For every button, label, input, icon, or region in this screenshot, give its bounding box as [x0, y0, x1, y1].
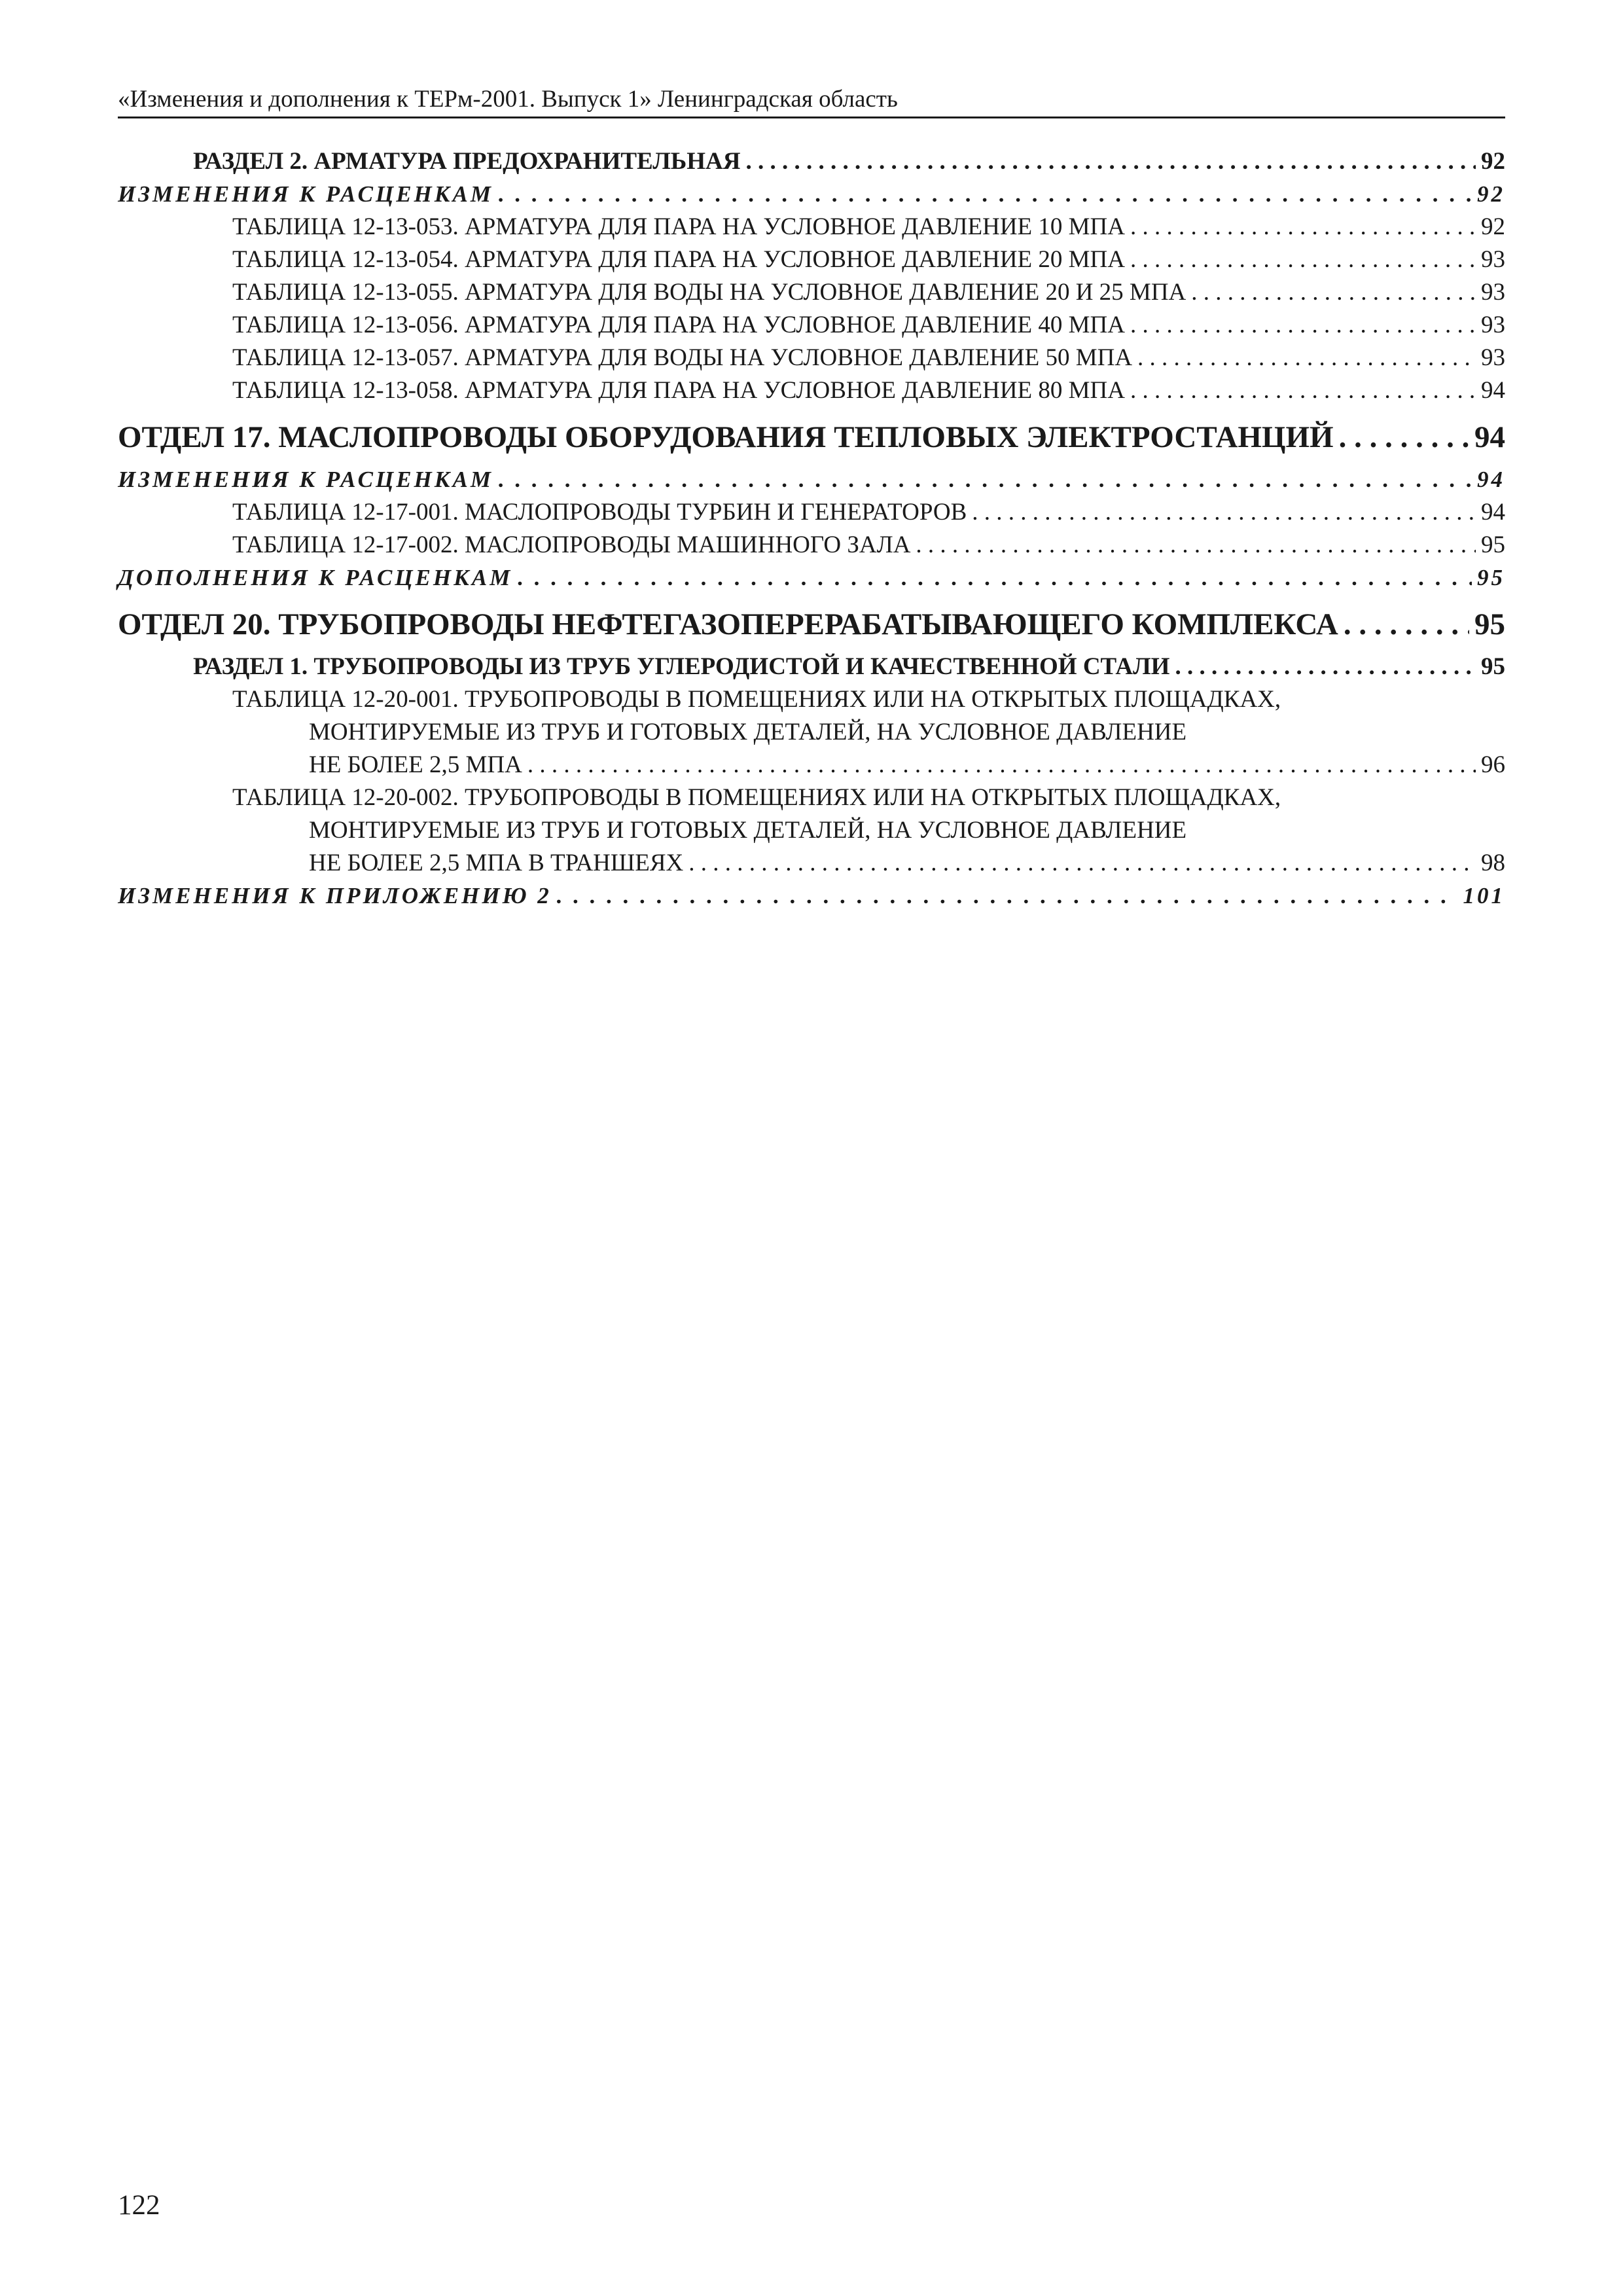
toc-entry-title-line: ТАБЛИЦА 12-20-002. ТРУБОПРОВОДЫ В ПОМЕЩЕНИЯХ ИЛИ НА ОТКРЫТЫХ ПЛОЩАДКАХ, [232, 784, 1281, 811]
toc-entry-title-line: ТАБЛИЦА 12-20-001. ТРУБОПРОВОДЫ В ПОМЕЩЕНИЯХ ИЛИ НА ОТКРЫТЫХ ПЛОЩАДКАХ, [232, 686, 1281, 713]
toc-entry-title-line: МОНТИРУЕМЫЕ ИЗ ТРУБ И ГОТОВЫХ ДЕТАЛЕЙ, НА УСЛОВНОЕ ДАВЛЕНИЕ [309, 817, 1187, 844]
toc-entry-department[interactable] [118, 603, 1505, 645]
dot-leader [1339, 416, 1469, 458]
toc-entry-title: ОТДЕЛ 20. ТРУБОПРОВОДЫ НЕФТЕГАЗОПЕРЕРАБАТЫВАЮЩЕГО КОМПЛЕКСА [118, 607, 1338, 641]
toc-entry-table[interactable] [118, 309, 1505, 342]
toc-entry-table[interactable] [118, 496, 1505, 529]
toc-entry-last-line [232, 749, 1505, 781]
toc-entry-title: ДОПОЛНЕНИЯ К РАСЦЕНКАМ [118, 565, 513, 590]
dot-leader [1344, 603, 1469, 645]
toc-entry-section[interactable] [118, 145, 1505, 178]
dot-leader [1130, 374, 1476, 407]
toc-entry-title: РАЗДЕЛ 1. ТРУБОПРОВОДЫ ИЗ ТРУБ УГЛЕРОДИСТОЙ И КАЧЕСТВЕННОЙ СТАЛИ [193, 653, 1170, 680]
toc-entry-title: РАЗДЕЛ 2. АРМАТУРА ПРЕДОХРАНИТЕЛЬНАЯ [193, 148, 741, 175]
toc-entry-table[interactable] [118, 529, 1505, 562]
toc-entry-page: 93 [1481, 344, 1505, 371]
running-header: «Изменения и дополнения к ТЕРм-2001. Выпуск 1» Ленинградская область [118, 85, 1505, 118]
toc-entry-title: ТАБЛИЦА 12-13-056. АРМАТУРА ДЛЯ ПАРА НА УСЛОВНОЕ ДАВЛЕНИЕ 40 МПА [232, 312, 1125, 338]
toc-entry-table[interactable] [118, 276, 1505, 309]
dot-leader [499, 178, 1472, 211]
dot-leader [1130, 309, 1476, 342]
toc-entry-page: 98 [1481, 850, 1505, 876]
dot-leader [1191, 276, 1476, 309]
dot-leader [745, 145, 1476, 178]
toc-entry-page: 93 [1481, 312, 1505, 338]
dot-leader [1130, 211, 1476, 243]
dot-leader [1137, 342, 1476, 374]
dot-leader [557, 880, 1458, 912]
toc-entry-title-line: НЕ БОЛЕЕ 2,5 МПА [309, 751, 522, 778]
toc-entry-title: ИЗМЕНЕНИЯ К РАСЦЕНКАМ [118, 467, 493, 492]
toc-entry-title: ТАБЛИЦА 12-17-001. МАСЛОПРОВОДЫ ТУРБИН И ГЕНЕРАТОРОВ [232, 499, 967, 526]
toc-entry-title: ТАБЛИЦА 12-13-054. АРМАТУРА ДЛЯ ПАРА НА УСЛОВНОЕ ДАВЛЕНИЕ 20 МПА [232, 246, 1125, 273]
toc-entry-title: ТАБЛИЦА 12-13-057. АРМАТУРА ДЛЯ ВОДЫ НА УСЛОВНОЕ ДАВЛЕНИЕ 50 МПА [232, 344, 1133, 371]
toc-entry-page: 92 [1481, 148, 1505, 175]
toc-entry-page: 93 [1481, 246, 1505, 273]
toc-entry-department[interactable] [118, 416, 1505, 458]
dot-leader [1130, 243, 1476, 276]
toc-entry-changes[interactable] [118, 178, 1505, 211]
toc-entry-title: ИЗМЕНЕНИЯ К ПРИЛОЖЕНИЮ 2 [118, 883, 552, 908]
toc-entry-page: 101 [1463, 883, 1505, 908]
toc-entry-page: 94 [1477, 467, 1505, 492]
toc-entry-title: ТАБЛИЦА 12-13-058. АРМАТУРА ДЛЯ ПАРА НА УСЛОВНОЕ ДАВЛЕНИЕ 80 МПА [232, 377, 1125, 404]
toc-entry-table-multiline[interactable] [118, 683, 1505, 781]
toc-entry-page: 94 [1481, 499, 1505, 526]
toc-entry-changes[interactable] [118, 463, 1505, 496]
toc-entry-page: 92 [1477, 181, 1505, 207]
toc-entry-table[interactable] [118, 243, 1505, 276]
dot-leader [916, 529, 1476, 562]
toc-entry-title: ТАБЛИЦА 12-13-053. АРМАТУРА ДЛЯ ПАРА НА УСЛОВНОЕ ДАВЛЕНИЕ 10 МПА [232, 213, 1125, 240]
toc-entry-page: 94 [1474, 420, 1505, 454]
toc-entry-table-multiline[interactable] [118, 781, 1505, 880]
toc-entry-appendix-changes[interactable] [118, 880, 1505, 912]
toc-entry-title-line: НЕ БОЛЕЕ 2,5 МПА В ТРАНШЕЯХ [309, 850, 684, 876]
page-number: 122 [118, 2190, 160, 2221]
toc-entry-table[interactable] [118, 342, 1505, 374]
toc-entry-title: ОТДЕЛ 17. МАСЛОПРОВОДЫ ОБОРУДОВАНИЯ ТЕПЛОВЫХ ЭЛЕКТРОСТАНЦИЙ [118, 420, 1334, 454]
toc-entry-page: 94 [1481, 377, 1505, 404]
toc-entry-title: ТАБЛИЦА 12-17-002. МАСЛОПРОВОДЫ МАШИННОГО ЗАЛА [232, 531, 911, 558]
dot-leader [688, 847, 1476, 880]
toc-entry-last-line [232, 847, 1505, 880]
toc-entry-additions[interactable] [118, 562, 1505, 594]
toc-entry-page: 96 [1481, 751, 1505, 778]
toc-entry-page: 95 [1481, 653, 1505, 680]
dot-leader [527, 749, 1476, 781]
dot-leader [499, 463, 1472, 496]
dot-leader [972, 496, 1476, 529]
toc-entry-title: ИЗМЕНЕНИЯ К РАСЦЕНКАМ [118, 181, 493, 207]
toc-entry-table[interactable] [118, 374, 1505, 407]
dot-leader [518, 562, 1472, 594]
toc-entry-section[interactable] [118, 651, 1505, 683]
toc-entry-page: 95 [1477, 565, 1505, 590]
dot-leader [1175, 651, 1476, 683]
table-of-contents [118, 145, 1505, 912]
toc-entry-page: 95 [1481, 531, 1505, 558]
toc-entry-table[interactable] [118, 211, 1505, 243]
toc-entry-title: ТАБЛИЦА 12-13-055. АРМАТУРА ДЛЯ ВОДЫ НА УСЛОВНОЕ ДАВЛЕНИЕ 20 И 25 МПА [232, 279, 1186, 306]
toc-entry-page: 95 [1474, 607, 1505, 641]
toc-entry-page: 93 [1481, 279, 1505, 306]
toc-entry-page: 92 [1481, 213, 1505, 240]
toc-entry-title-line: МОНТИРУЕМЫЕ ИЗ ТРУБ И ГОТОВЫХ ДЕТАЛЕЙ, НА УСЛОВНОЕ ДАВЛЕНИЕ [309, 719, 1187, 745]
